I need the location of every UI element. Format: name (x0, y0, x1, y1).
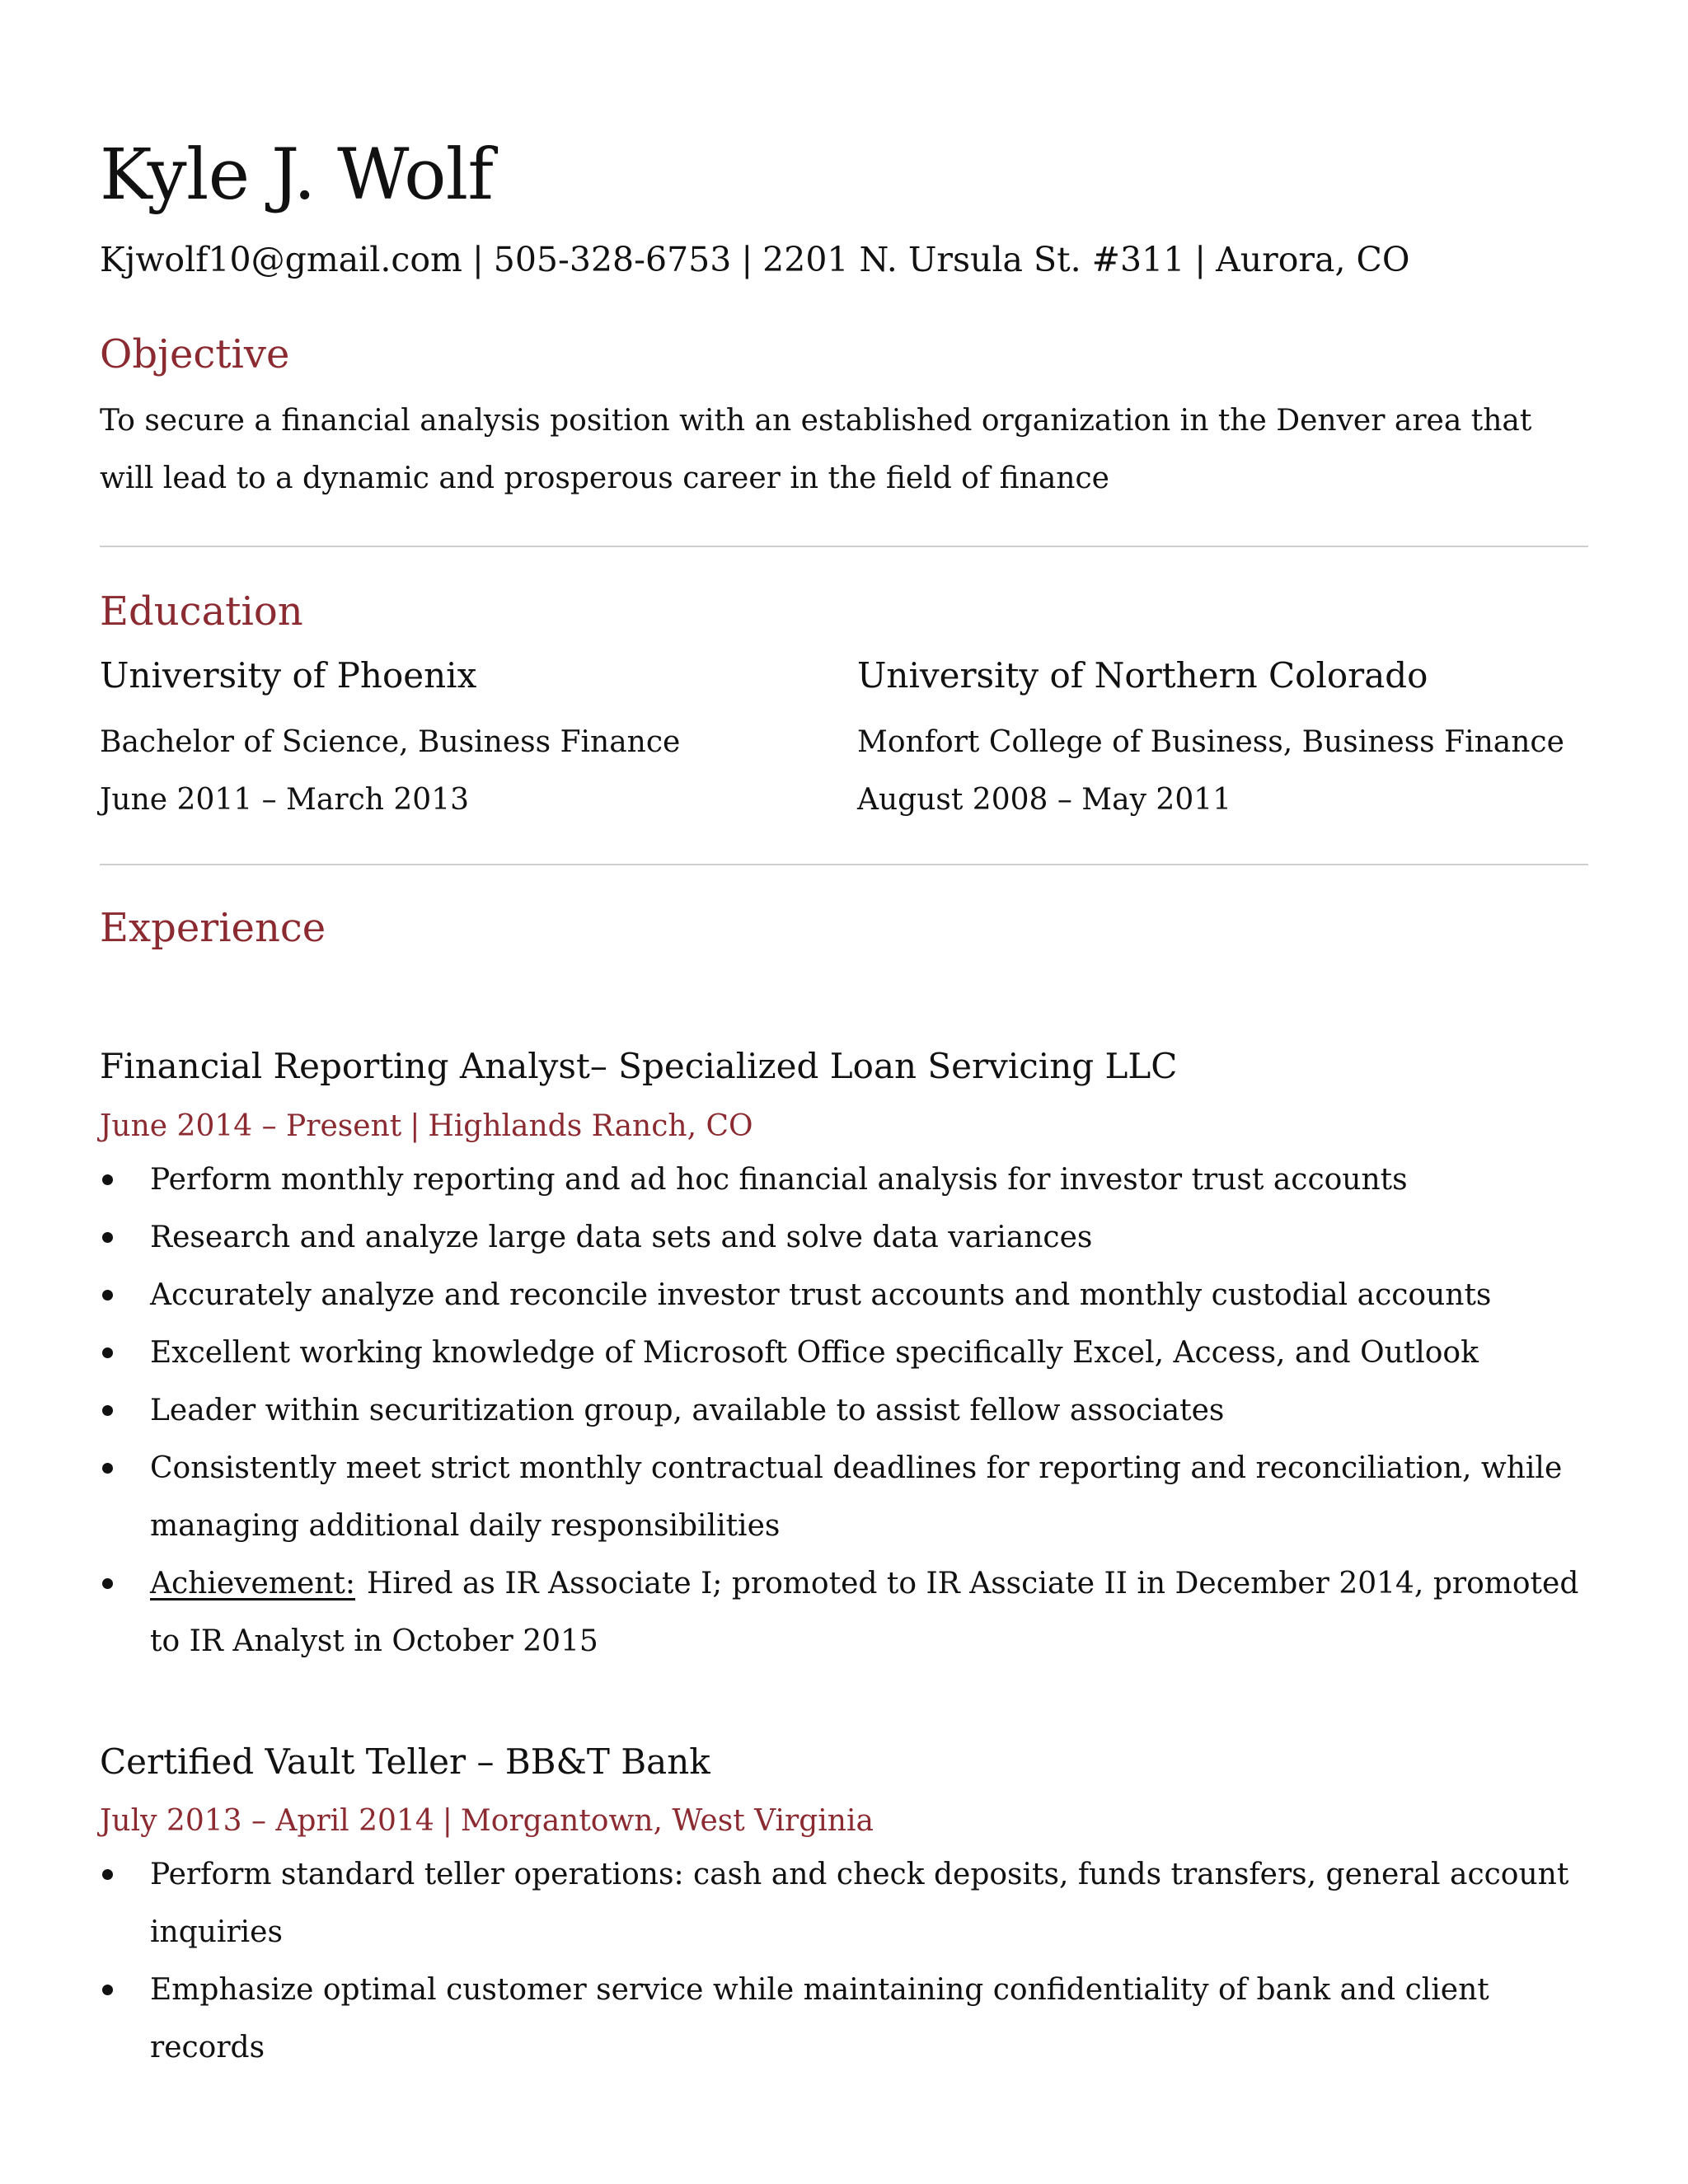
education-list (100, 655, 1588, 828)
achievement-text: Hired as IR Associate I; promoted to IR Assciate II in December 2014, promoted to IR Analyst in October 2015 (150, 1566, 1579, 1658)
degree: Monfort College of Business, Business Finance (857, 724, 1564, 759)
job-entry (100, 1046, 1588, 1670)
contact-separator: | (471, 240, 484, 279)
objective-text: To secure a financial analysis position with an established organization in the Denver area that will lead to a dynamic and prosperous career in the field of finance (100, 403, 1532, 495)
contact-city: Aurora, CO (1216, 240, 1410, 279)
achievement-item (100, 1555, 1588, 1671)
contact-line (100, 240, 1588, 280)
school-name: University of Northern Colorado (857, 655, 1428, 696)
list-item (100, 1846, 1588, 1961)
bullet-icon (102, 1174, 113, 1185)
job-title: Financial Reporting Analyst– Specialized Loan Servicing LLC (100, 1046, 1178, 1087)
education-dates: June 2011 – March 2013 (100, 782, 469, 817)
list-item (100, 1961, 1588, 2077)
job-entry (100, 1741, 1588, 2077)
job-bullets (100, 1846, 1588, 2077)
meta-separator: | (410, 1108, 420, 1143)
experience-heading: Experience (100, 904, 326, 951)
contact-email: Kjwolf10@gmail.com (100, 240, 462, 279)
education-dates: August 2008 – May 2011 (857, 782, 1232, 817)
bullet-icon (102, 1463, 113, 1474)
job-location: Highlands Ranch, CO (428, 1108, 753, 1143)
bullet-text: Emphasize optimal customer service while maintaining confidentiality of bank and client records (150, 1972, 1489, 2064)
education-entry (857, 655, 1588, 828)
job-title: Certified Vault Teller – BB&T Bank (100, 1741, 710, 1782)
job-bullets (100, 1151, 1588, 1671)
education-heading: Education (100, 588, 303, 635)
contact-separator: | (741, 240, 753, 279)
bullet-text: Perform standard teller operations: cash and check deposits, funds transfers, general account inquiries (150, 1857, 1569, 1949)
job-dates: June 2014 – Present (100, 1108, 402, 1143)
bullet-icon (102, 1985, 113, 1995)
bullet-icon (102, 1232, 113, 1243)
list-item (100, 1209, 1588, 1267)
education-entry (100, 655, 857, 828)
meta-separator: | (442, 1803, 452, 1838)
objective-heading: Objective (100, 331, 290, 378)
job-dates: July 2013 – April 2014 (100, 1803, 434, 1838)
contact-address: 2201 N. Ursula St. #311 (762, 240, 1185, 279)
section-divider (100, 864, 1588, 865)
bullet-icon (102, 1405, 113, 1416)
candidate-name: Kyle J. Wolf (100, 134, 494, 216)
list-item (100, 1151, 1588, 1209)
degree: Bachelor of Science, Business Finance (100, 724, 681, 759)
job-location: Morgantown, West Virginia (460, 1803, 874, 1838)
list-item (100, 1440, 1588, 1555)
job-meta (100, 1108, 1588, 1146)
bullet-icon (102, 1347, 113, 1358)
job-meta (100, 1802, 1588, 1841)
list-item (100, 1382, 1588, 1440)
list-item (100, 1324, 1588, 1382)
bullet-text: Research and analyze large data sets and solve data variances (150, 1220, 1093, 1254)
bullet-text: Accurately analyze and reconcile investor trust accounts and monthly custodial accounts (150, 1277, 1492, 1312)
bullet-text: Leader within securitization group, available to assist fellow associates (150, 1393, 1225, 1427)
bullet-text: Consistently meet strict monthly contractual deadlines for reporting and reconciliation, while managing additional daily responsibilities (150, 1451, 1563, 1543)
bullet-icon (102, 1578, 113, 1589)
list-item (100, 1267, 1588, 1324)
bullet-text: Perform monthly reporting and ad hoc financial analysis for investor trust accounts (150, 1162, 1408, 1197)
contact-phone: 505-328-6753 (493, 240, 732, 279)
bullet-icon (102, 1869, 113, 1880)
resume-content (100, 134, 1588, 2077)
bullet-text: Excellent working knowledge of Microsoft Office specifically Excel, Access, and Outlook (150, 1335, 1479, 1370)
contact-separator: | (1194, 240, 1207, 279)
section-divider (100, 546, 1588, 547)
achievement-label: Achievement: (150, 1566, 356, 1601)
school-name: University of Phoenix (100, 655, 477, 696)
bullet-icon (102, 1290, 113, 1301)
